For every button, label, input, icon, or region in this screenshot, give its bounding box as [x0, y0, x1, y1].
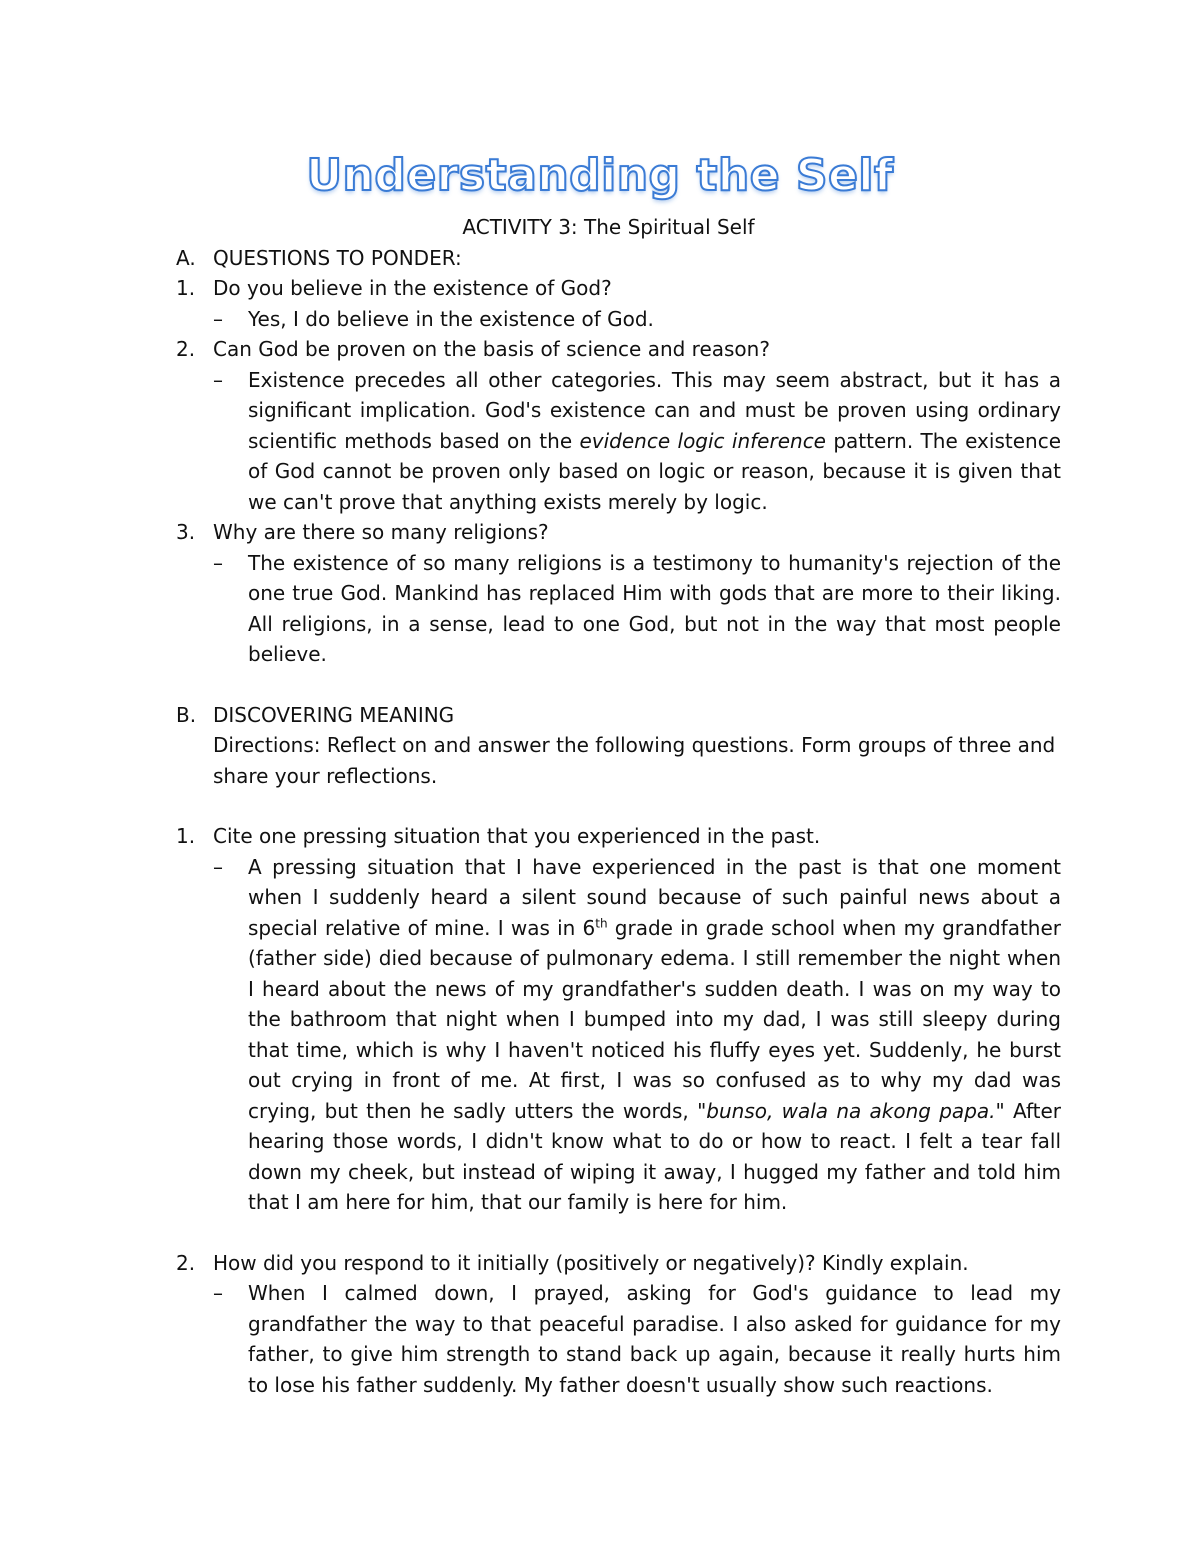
answer-text-part2: pattern. The existence of God cannot be proven only based on logic or reason, because it is given that we can't prove that anything exists merely by logic.	[248, 428, 1061, 514]
answer-text-part2: grade in grade school when my grandfather (father side) died because of pulmonary edema. I still remember the night when I heard about the news of my grandfather's sudden death. I was on my way to the bathroom that night when I bumped into my dad, I was still sleepy during that time, which is why I haven't noticed his fluffy eyes yet. Suddenly, he burst out crying in front of me. At first, I was so confused as to why my dad was crying, but then he sadly utters the words,	[248, 915, 1061, 1123]
question-text: How did you respond to it initially (positively or negatively)? Kindly explain.	[213, 1250, 969, 1275]
title-container	[0, 150, 1200, 201]
ordinal-suffix: th	[595, 915, 608, 930]
document-title: Understanding the Self	[306, 150, 894, 201]
question-text: Cite one pressing situation that you experienced in the past.	[213, 824, 821, 848]
section-b-heading	[176, 700, 1061, 731]
section-b-directions: Directions: Reflect on and answer the following questions. Form groups of three and share your reflections.	[213, 733, 1056, 788]
answer-text-italic: evidence logic inference	[579, 428, 826, 453]
question-text: Do you believe in the existence of God?	[213, 276, 612, 300]
question-a2	[176, 334, 1061, 365]
answer-text-part3: After hearing those words, I didn't know what to do or how to react. I felt a tear fall down my cheek, but instead of wiping it away, I hugged my father and told him that I am here for him, that our family is here for him.	[248, 1098, 1062, 1214]
dash-bullet: –	[213, 306, 223, 331]
section-a-title: QUESTIONS TO PONDER:	[213, 245, 462, 270]
spacer	[176, 1218, 1061, 1248]
answer-text: When I calmed down, I prayed, asking for God's guidance to lead my grandfather the way to that peaceful paradise. I also asked for guidance for my father, to give him strength to stand back up again, because it really hurts him to lose his father suddenly. My father doesn't usually show such reactions.	[248, 1281, 1061, 1397]
answer-text-italic: "bunso, wala na akong papa."	[697, 1098, 1005, 1123]
answer-b1	[176, 852, 1061, 1218]
spacer	[176, 791, 1061, 821]
answer-a3	[176, 548, 1061, 670]
question-a1	[176, 273, 1061, 304]
document-body	[176, 212, 1061, 1400]
question-text: Can God be proven on the basis of science and reason?	[213, 337, 770, 361]
answer-a2	[176, 365, 1061, 518]
section-a-marker: A.	[176, 245, 196, 270]
answer-a1	[176, 304, 1061, 335]
answer-text: Yes, I do believe in the existence of God.	[248, 306, 654, 331]
question-number: 2.	[176, 1250, 196, 1275]
dash-bullet: –	[213, 1281, 223, 1305]
answer-b2	[176, 1278, 1061, 1400]
question-number: 1.	[176, 824, 196, 848]
question-b2	[176, 1248, 1061, 1279]
question-number: 2.	[176, 337, 196, 361]
section-a-heading	[176, 243, 1061, 274]
section-b-title: DISCOVERING MEANING	[213, 702, 455, 727]
question-a3	[176, 517, 1061, 548]
activity-subtitle: ACTIVITY 3: The Spiritual Self	[462, 215, 755, 239]
dash-bullet: –	[213, 367, 223, 392]
question-b1	[176, 821, 1061, 852]
section-b-marker: B.	[176, 702, 197, 727]
question-number: 3.	[176, 520, 196, 544]
dash-bullet: –	[213, 854, 223, 879]
answer-text: The existence of so many religions is a testimony to humanity's rejection of the one true God. Mankind has replaced Him with gods that are more to their liking. All religions, in a sense, lead to one God, but not in the way that most people believe.	[248, 550, 1061, 666]
answer-text-part1: A pressing situation that I have experienced in the past is that one moment when I suddenly heard a silent sound because of such painful news about a special relative of mine. I was in 6	[248, 854, 1061, 940]
dash-bullet: –	[213, 550, 223, 575]
question-number: 1.	[176, 276, 196, 300]
answer-text-part1: Existence precedes all other categories. This may seem abstract, but it has a significant implication. God's existence can and must be proven using ordinary scientific methods based on the	[248, 367, 1061, 453]
question-text: Why are there so many religions?	[213, 520, 549, 544]
spacer	[176, 670, 1061, 700]
